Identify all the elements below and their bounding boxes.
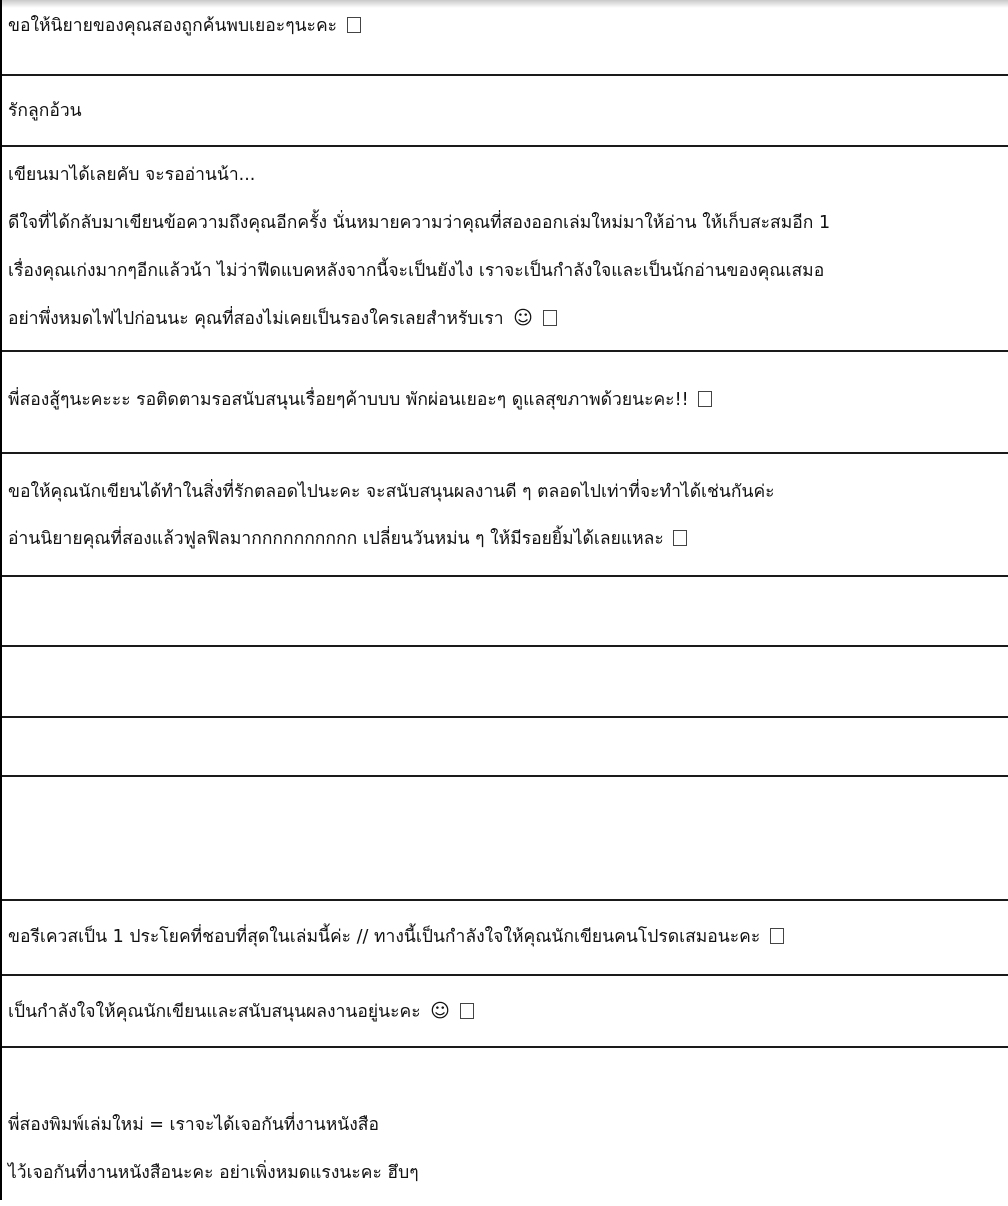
comment-line — [8, 528, 687, 550]
comment-row — [0, 716, 1008, 775]
comment-line — [8, 1000, 474, 1023]
comment-text: เรื่องคุณเก่งมากๆอีกแล้วน้า ไม่ว่าฟีดแบคหลังจากนี้จะเป็นยังไง เราจะเป็นกำลังใจและเป็นนักอ่านของคุณเสมอ — [8, 261, 825, 281]
comment-line — [8, 15, 361, 37]
top-shadow — [0, 0, 1008, 8]
comment-line — [8, 1162, 419, 1184]
comment-row — [0, 775, 1008, 899]
missing-glyph-box-icon — [673, 530, 687, 546]
comment-line — [8, 1114, 379, 1136]
missing-glyph-box-icon — [770, 928, 784, 944]
comment-text: พี่สองพิมพ์เล่มใหม่ = เราจะได้เจอกันที่งานหนังสือ — [8, 1115, 379, 1135]
table-left-border — [0, 0, 2, 1200]
comment-text: ขอให้นิยายของคุณสองถูกค้นพบเยอะๆนะคะ — [8, 16, 338, 36]
comment-row — [0, 974, 1008, 1046]
comment-row — [0, 899, 1008, 974]
comment-text: ขอรีเควสเป็น 1 ประโยคที่ชอบที่สุดในเล่มนี้ค่ะ // ทางนี้เป็นกำลังใจให้คุณนักเขียนคนโปรดเสมอนะคะ — [8, 927, 761, 947]
comment-line — [8, 926, 784, 948]
comment-text: เขียนมาได้เลยคับ จะรออ่านน้า... — [8, 165, 256, 185]
comment-line — [8, 212, 830, 234]
comment-row — [0, 0, 1008, 74]
missing-glyph-box-icon — [543, 310, 557, 326]
comment-text: อย่าพึ่งหมดไฟไปก่อนนะ คุณที่สองไม่เคยเป็นรองใครเลยสำหรับเรา — [8, 309, 504, 329]
missing-glyph-box-icon — [347, 17, 361, 33]
comment-text: อ่านนิยายคุณที่สองแล้วฟูลฟิลมากกกกกกกกกก เปลี่ยนวันหม่น ๆ ให้มีรอยยิ้มได้เลยแหละ — [8, 529, 664, 549]
comment-row — [0, 645, 1008, 716]
comment-text: พี่สองสู้ๆนะคะะะ รอติดตามรอสนับสนุนเรื่อยๆค้าบบบ พักผ่อนเยอะๆ ดูแลสุขภาพด้วยนะคะ!! — [8, 390, 689, 410]
comment-text: เป็นกำลังใจให้คุณนักเขียนและสนับสนุนผลงานอยู่นะคะ — [8, 1002, 421, 1022]
comment-line — [8, 481, 775, 503]
comment-line — [8, 164, 255, 186]
comment-text: ขอให้คุณนักเขียนได้ทำในสิ่งที่รักตลอดไปนะคะ จะสนับสนุนผลงานดี ๆ ตลอดไปเท่าที่จะทำได้เช่นกันค่ะ — [8, 482, 775, 502]
comment-line — [8, 389, 712, 411]
smiley-icon: ☺ — [430, 1000, 450, 1022]
comment-line — [8, 100, 82, 122]
smiley-icon: ☺ — [513, 307, 533, 329]
comment-row — [0, 350, 1008, 452]
comment-row — [0, 1046, 1008, 1206]
comment-row — [0, 74, 1008, 145]
comment-row — [0, 145, 1008, 350]
comment-line — [8, 260, 824, 282]
comment-text: ดีใจที่ได้กลับมาเขียนข้อความถึงคุณอีกครั้ง นั่นหมายความว่าคุณที่สองออกเล่มใหม่มาให้อ่าน ให้เก็บสะสมอีก 1 — [8, 213, 831, 233]
comment-row — [0, 575, 1008, 645]
missing-glyph-box-icon — [698, 391, 712, 407]
comment-text: ไว้เจอกันที่งานหนังสือนะคะ อย่าเพิ่งหมดแรงนะคะ ฮึบๆ — [8, 1163, 419, 1183]
comment-row — [0, 452, 1008, 575]
comment-line — [8, 307, 557, 330]
missing-glyph-box-icon — [460, 1003, 474, 1019]
comment-text: รักลูกอ้วน — [8, 101, 82, 121]
